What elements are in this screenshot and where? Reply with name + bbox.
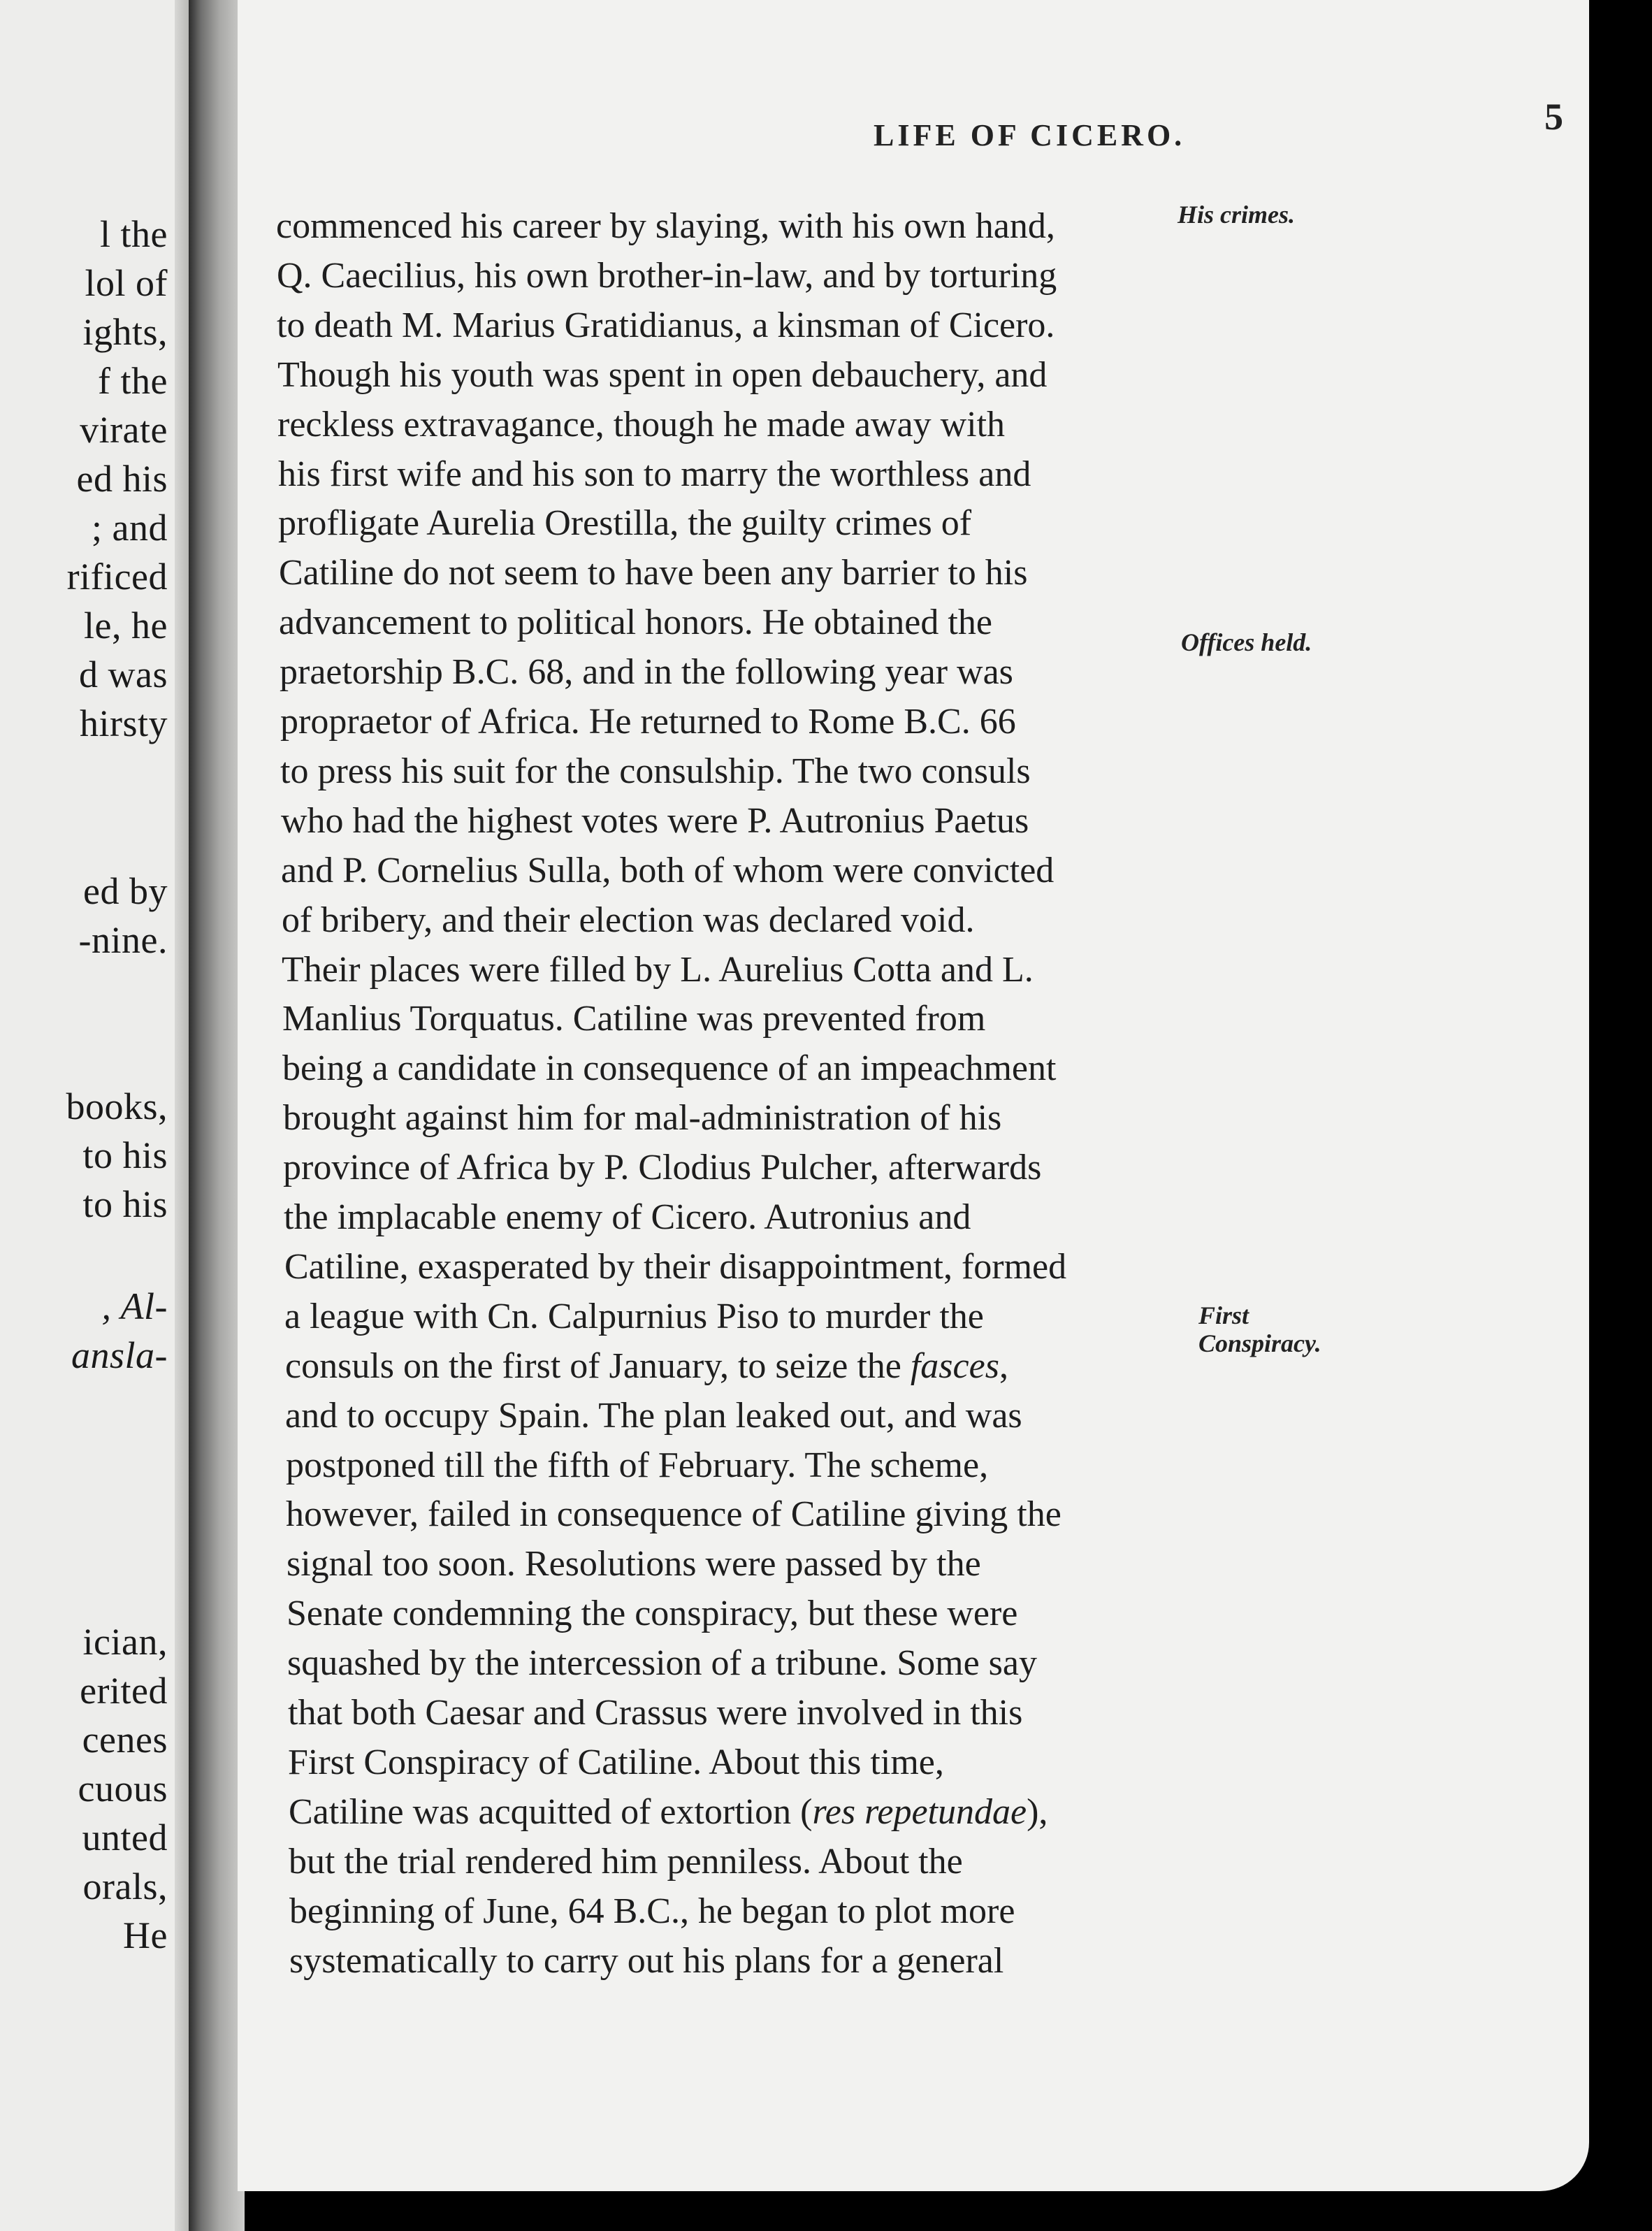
body-line: Their places were filled by L. Aurelius Cotta and L. (282, 950, 1034, 990)
body-line: signal too soon. Resolutions were passed by the (287, 1544, 981, 1584)
left-fragment: ed by (83, 870, 168, 912)
left-fragment: f the (98, 360, 168, 402)
body-line: First Conspiracy of Catiline. About this time, (288, 1742, 944, 1782)
body-line: commenced his career by slaying, with his own hand, (276, 206, 1055, 246)
left-fragment: le, he (84, 605, 168, 647)
left-fragment: virate (80, 409, 168, 451)
body-line: Manlius Torquatus. Catiline was prevented from (282, 999, 986, 1039)
body-line-italic: res repetundae (812, 1792, 1027, 1832)
left-fragment: ights, (82, 311, 168, 353)
body-line: postponed till the fifth of February. The scheme, (286, 1445, 989, 1485)
running-header: LIFE OF CICERO. (874, 118, 1186, 152)
left-fragment: d was (79, 654, 168, 695)
body-line: however, failed in consequence of Catiline giving the (286, 1494, 1062, 1534)
left-fragment: -nine. (78, 919, 168, 961)
book-spine (189, 0, 245, 2231)
body-line: his first wife and his son to marry the worthless and (278, 454, 1031, 494)
body-line: profligate Aurelia Orestilla, the guilty crimes of (278, 503, 972, 543)
body-line: but the trial rendered him penniless. About the (289, 1842, 963, 1882)
body-line: brought against him for mal-administration of his (283, 1098, 1002, 1138)
left-fragment: rificed (66, 556, 168, 598)
left-fragment: hirsty (79, 702, 168, 744)
sidenote-first-conspiracy (1198, 1301, 1321, 1357)
body-line: to death M. Marius Gratidianus, a kinsman of Cicero. (277, 305, 1055, 345)
body-line: Catiline, exasperated by their disappointment, formed (284, 1247, 1067, 1287)
body-line: and to occupy Spain. The plan leaked out, and was (285, 1396, 1022, 1436)
left-fragment: cuous (78, 1768, 168, 1810)
body-line: of bribery, and their election was declared void. (282, 900, 975, 940)
body-line: Though his youth was spent in open debauchery, and (277, 355, 1048, 395)
body-line: Senate condemning the conspiracy, but these were (287, 1594, 1018, 1633)
left-fragment: unted (82, 1817, 168, 1858)
body-line-text: Catiline was acquitted of extortion ( (289, 1792, 813, 1832)
body-line (289, 1794, 1048, 1831)
body-line: advancement to political honors. He obtained the (279, 602, 992, 642)
left-fragment: books, (66, 1085, 168, 1127)
page-number: 5 (1544, 96, 1563, 138)
body-line: beginning of June, 64 B.C., he began to plot more (289, 1891, 1015, 1931)
sidenote-his-crimes: His crimes. (1178, 201, 1295, 229)
sidenote-conspiracy-line: Conspiracy. (1198, 1329, 1321, 1357)
left-fragment: ansla- (71, 1334, 168, 1376)
body-line-text: , (999, 1346, 1008, 1386)
body-line: and P. Cornelius Sulla, both of whom were convicted (281, 851, 1055, 890)
body-line: that both Caesar and Crassus were involved in this (288, 1693, 1023, 1733)
body-line (285, 1348, 1008, 1385)
left-fragment: l the (100, 213, 168, 255)
body-line-text: consuls on the first of January, to seize the (285, 1346, 911, 1386)
sidenote-offices-held: Offices held. (1181, 628, 1312, 656)
left-fragment: ician, (82, 1621, 168, 1663)
left-fragment: orals, (82, 1865, 168, 1907)
body-line: province of Africa by P. Clodius Pulcher, afterwards (283, 1148, 1042, 1187)
body-line: being a candidate in consequence of an impeachment (282, 1048, 1057, 1088)
body-line: a league with Cn. Calpurnius Piso to murder the (284, 1297, 984, 1336)
left-fragment: , Al- (101, 1285, 168, 1327)
left-page (0, 0, 196, 2231)
body-line: squashed by the intercession of a tribune. Some say (287, 1643, 1037, 1683)
body-line: propraetor of Africa. He returned to Rome B.C. 66 (280, 702, 1016, 742)
body-line: who had the highest votes were P. Autronius Paetus (281, 801, 1029, 841)
right-page (238, 0, 1589, 2191)
body-line: the implacable enemy of Cicero. Autronius and (284, 1197, 971, 1237)
left-fragment: to his (82, 1183, 168, 1225)
body-line-italic: fasces (910, 1346, 999, 1386)
left-fragment: He (123, 1914, 168, 1956)
body-line: reckless extravagance, though he made away with (277, 405, 1006, 445)
body-line: to press his suit for the consulship. The two consuls (280, 751, 1031, 791)
body-line: praetorship B.C. 68, and in the following year was (280, 652, 1013, 692)
body-line: systematically to carry out his plans for a general (289, 1941, 1004, 1981)
body-line-text: ), (1027, 1792, 1048, 1832)
left-fragment: cenes (82, 1719, 168, 1761)
sidenote-first-line: First (1198, 1301, 1249, 1329)
body-line: Catiline do not seem to have been any barrier to his (279, 553, 1028, 593)
left-fragment: lol of (85, 262, 168, 304)
left-fragment: to his (82, 1134, 168, 1176)
left-fragment: erited (80, 1670, 168, 1712)
left-fragment: ed his (76, 458, 168, 500)
left-fragment: ; and (92, 507, 168, 549)
body-line: Q. Caecilius, his own brother-in-law, and by torturing (277, 256, 1057, 296)
